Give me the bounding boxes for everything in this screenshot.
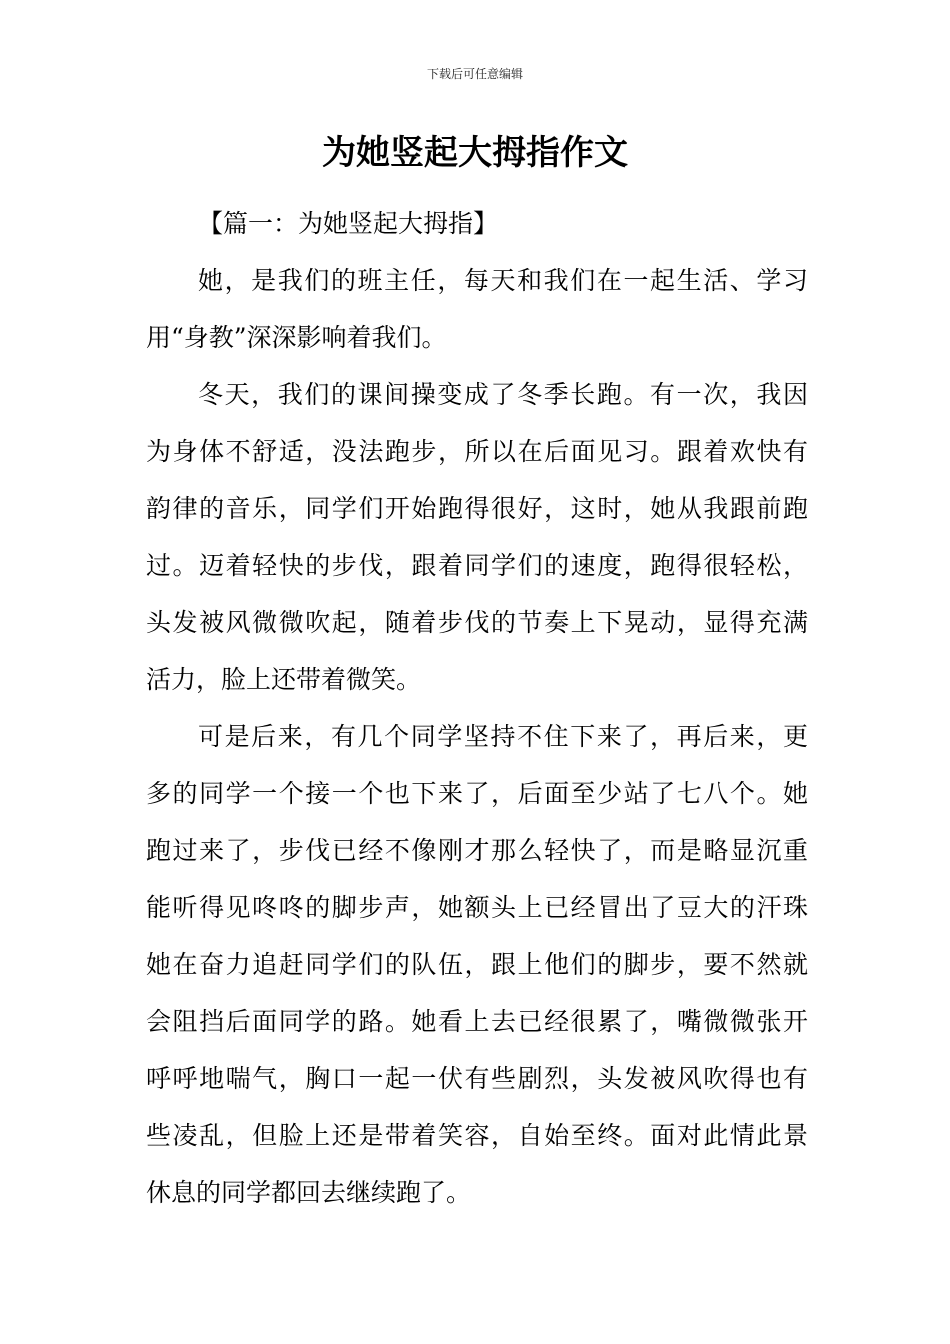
document-body	[146, 195, 808, 1221]
text-line: 活力，脸上还带着微笑。	[146, 665, 422, 694]
text-line: 她在奋力追赶同学们的队伍，跟上他们的脚步，要不然就	[146, 950, 808, 979]
header-note: 下载后可任意编辑	[426, 67, 523, 81]
text-line: 些凌乱，但脸上还是带着笑容，自始至终。面对此情此景	[146, 1121, 808, 1150]
text-line: 跑过来了，步伐已经不像刚才那么轻快了，而是略显沉重	[146, 836, 808, 865]
text-line: 用“身教”深深影响着我们。	[146, 323, 447, 352]
text-line: 头发被风微微吹起，随着步伐的节奏上下晃动，显得充满	[146, 608, 808, 637]
text-line: 韵律的音乐，同学们开始跑得很好，这时，她从我跟前跑	[146, 494, 808, 523]
paragraph-2	[146, 366, 808, 708]
text-line: 过。迈着轻快的步伐，跟着同学们的速度，跑得很轻松，	[146, 551, 808, 580]
paragraph-1	[146, 252, 808, 366]
text-line: 呼呼地喘气，胸口一起一伏有些剧烈，头发被风吹得也有	[146, 1064, 808, 1093]
text-line: 为身体不舒适，没法跑步，所以在后面见习。跟着欢快有	[146, 437, 808, 466]
text-line: 能听得见咚咚的脚步声，她额头上已经冒出了豆大的汗珠	[146, 893, 808, 922]
text-line: 冬天，我们的课间操变成了冬季长跑。有一次，我因	[198, 380, 808, 409]
text-line: 会阻挡后面同学的路。她看上去已经很累了，嘴微微张开	[146, 1007, 808, 1036]
text-line: 可是后来，有几个同学坚持不住下来了，再后来，更	[198, 722, 808, 751]
text-line: 休息的同学都回去继续跑了。	[146, 1178, 472, 1207]
section-heading: 【篇一：为她竖起大拇指】	[198, 209, 499, 238]
text-line: 多的同学一个接一个也下来了，后面至少站了七八个。她	[146, 779, 808, 808]
text-line: 她，是我们的班主任，每天和我们在一起生活、学习	[198, 266, 808, 295]
paragraph-3	[146, 708, 808, 1221]
document-title: 为她竖起大拇指作文	[322, 133, 628, 173]
